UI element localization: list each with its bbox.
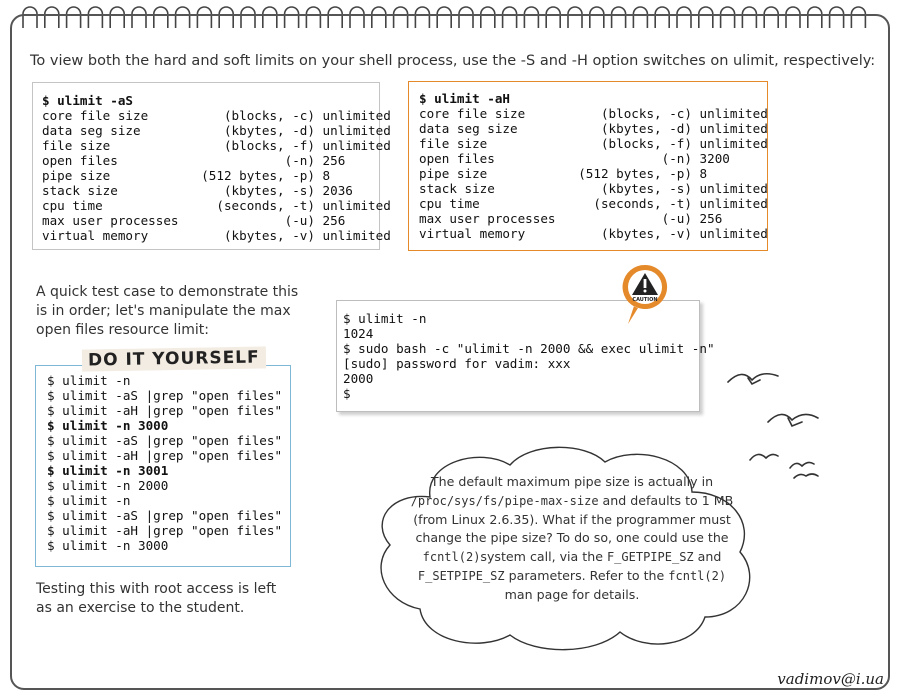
sudo-line: 1024 [343, 326, 374, 341]
soft-limit-row: core file size (blocks, -c) unlimited [42, 108, 391, 123]
caution-icon [620, 262, 670, 330]
seagulls-illustration [720, 360, 840, 500]
soft-limit-row: data seg size (kbytes, -d) unlimited [42, 123, 391, 138]
diy-command-line: $ ulimit -aH |grep "open files" [47, 448, 283, 463]
sudo-line: $ [343, 386, 351, 401]
sudo-line: 2000 [343, 371, 374, 386]
hard-limit-row: cpu time (seconds, -t) unlimited [419, 196, 768, 211]
soft-limits-command: $ ulimit -aS [42, 93, 133, 108]
soft-limits-box [32, 82, 391, 250]
diy-command-line: $ ulimit -aH |grep "open files" [47, 403, 283, 418]
hard-limits-command: $ ulimit -aH [419, 91, 510, 106]
soft-limit-row: max user processes (-u) 256 [42, 213, 346, 228]
footer-email: vadimov@i.ua [777, 670, 884, 688]
sudo-line: $ sudo bash -c "ulimit -n 2000 && exec ulimit -n" [343, 341, 715, 356]
hard-limit-row: core file size (blocks, -c) unlimited [419, 106, 768, 121]
hard-limit-row: data seg size (kbytes, -d) unlimited [419, 121, 768, 136]
hard-limit-row: max user processes (-u) 256 [419, 211, 723, 226]
diy-label: DO IT YOURSELF [82, 346, 266, 371]
test-case-paragraph: A quick test case to demonstrate this is in order; let's manipulate the max open files resource limit: [36, 284, 299, 338]
soft-limit-row: file size (blocks, -f) unlimited [42, 138, 391, 153]
hard-limits-rows [419, 106, 768, 241]
diy-command-line: $ ulimit -aH |grep "open files" [47, 523, 283, 538]
hard-limit-row: stack size (kbytes, -s) unlimited [419, 181, 768, 196]
diy-command-line: $ ulimit -aS |grep "open files" [47, 433, 283, 448]
intro-text: To view both the hard and soft limits on your shell process, use the -S and -H option switches on ulimit, respectively: [30, 53, 876, 69]
soft-limit-row: virtual memory (kbytes, -v) unlimited [42, 228, 391, 243]
hard-limits-box [408, 81, 768, 251]
soft-limits-rows [42, 108, 391, 243]
diy-commands-box [35, 365, 291, 567]
soft-limit-row: pipe size (512 bytes, -p) 8 [42, 168, 331, 183]
soft-limit-row: stack size (kbytes, -s) 2036 [42, 183, 353, 198]
diy-command-line: $ ulimit -n 3001 [47, 463, 169, 478]
diy-command-line: $ ulimit -n 3000 [47, 538, 169, 553]
caution-label: CAUTION [632, 297, 658, 303]
diy-command-line: $ ulimit -aS |grep "open files" [47, 508, 283, 523]
diy-command-line: $ ulimit -n 2000 [47, 478, 169, 493]
diy-command-line: $ ulimit -n [47, 373, 131, 388]
cloud-text: The default maximum pipe size is actually in /proc/sys/fs/pipe-max-size and defaults to 1 MB (from Linux 2.6.35). What if the programmer must change the pipe size? To do so, one could use the fcntl(2)system call, via the F_GETPIPE_SZ and F_SETPIPE_SZ parameters. Refer to the fcntl(2) man page for details. [410, 474, 734, 602]
soft-limit-row: cpu time (seconds, -t) unlimited [42, 198, 391, 213]
root-access-paragraph: Testing this with root access is left as an exercise to the student. [36, 581, 277, 616]
diy-command-line: $ ulimit -n [47, 493, 131, 508]
diy-command-line: $ ulimit -aS |grep "open files" [47, 388, 283, 403]
hard-limit-row: pipe size (512 bytes, -p) 8 [419, 166, 708, 181]
hard-limit-row: virtual memory (kbytes, -v) unlimited [419, 226, 768, 241]
sudo-line: [sudo] password for vadim: xxx [343, 356, 571, 371]
hard-limit-row: open files (-n) 3200 [419, 151, 730, 166]
soft-limit-row: open files (-n) 256 [42, 153, 346, 168]
hard-limit-row: file size (blocks, -f) unlimited [419, 136, 768, 151]
diy-command-line: $ ulimit -n 3000 [47, 418, 169, 433]
sudo-line: $ ulimit -n [343, 311, 427, 326]
